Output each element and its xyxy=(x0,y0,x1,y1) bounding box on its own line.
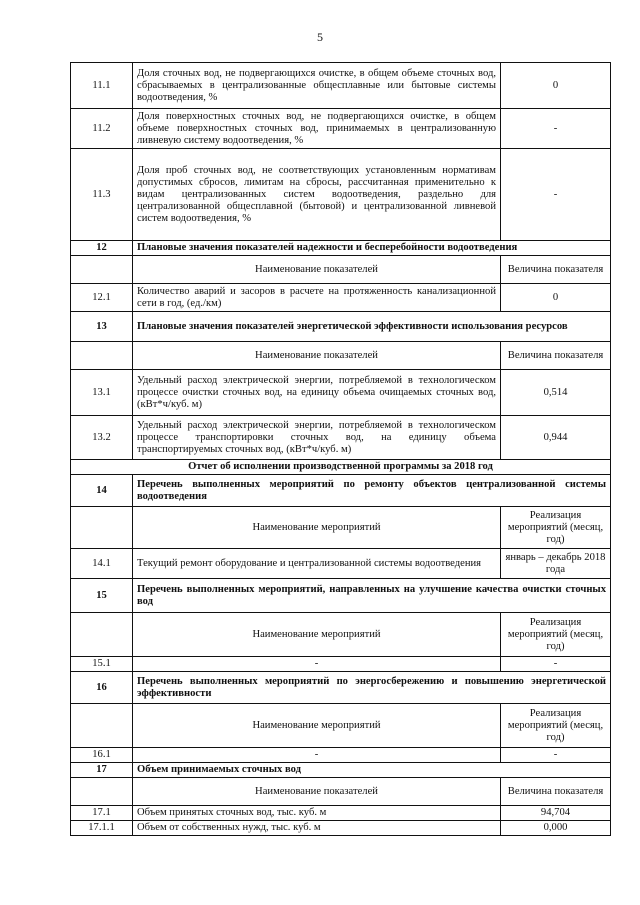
section-header-row xyxy=(71,579,611,613)
column-header-value: Величина показателя xyxy=(501,778,611,806)
section-number: 14 xyxy=(71,475,133,507)
table-row xyxy=(71,821,611,836)
row-value: 94,704 xyxy=(501,806,611,821)
row-number: 13.2 xyxy=(71,416,133,460)
report-title: Отчет об исполнении производственной программы за 2018 год xyxy=(71,460,611,475)
row-value: - xyxy=(501,748,611,763)
row-text: - xyxy=(133,657,501,672)
row-number: 11.2 xyxy=(71,109,133,149)
column-header-value: Реализация мероприятий (месяц, год) xyxy=(501,613,611,657)
table-row xyxy=(71,109,611,149)
row-value: 0 xyxy=(501,63,611,109)
row-value: 0,944 xyxy=(501,416,611,460)
table-row xyxy=(71,806,611,821)
row-text: Количество аварий и засоров в расчете на протяженность канализационной сети в год, (ед./км) xyxy=(133,284,501,312)
column-header-name: Наименование мероприятий xyxy=(133,507,501,549)
row-number: 16.1 xyxy=(71,748,133,763)
report-title-row xyxy=(71,460,611,475)
section-number: 12 xyxy=(71,241,133,256)
section-number: 17 xyxy=(71,763,133,778)
row-number: 13.1 xyxy=(71,370,133,416)
row-number: 17.1.1 xyxy=(71,821,133,836)
row-text: Удельный расход электрической энергии, потребляемой в технологическом процессе транспортировки сточных вод, на единицу объема транспортируемых сточных вод, (кВт*ч/куб. м) xyxy=(133,416,501,460)
row-number: 11.1 xyxy=(71,63,133,109)
column-header-name: Наименование показателей xyxy=(133,342,501,370)
row-text: Удельный расход электрической энергии, потребляемой в технологическом процессе очистки сточных вод, на единицу объема очищаемых сточных вод, (кВт*ч/куб. м) xyxy=(133,370,501,416)
row-number: 14.1 xyxy=(71,549,133,579)
column-header-value: Величина показателя xyxy=(501,342,611,370)
column-header-row xyxy=(71,778,611,806)
row-number: 11.3 xyxy=(71,149,133,241)
section-number: 13 xyxy=(71,312,133,342)
section-header-row xyxy=(71,475,611,507)
table-row xyxy=(71,370,611,416)
section-header-row xyxy=(71,672,611,704)
section-title: Плановые значения показателей энергетической эффективности использования ресурсов xyxy=(133,312,611,342)
row-text: - xyxy=(133,748,501,763)
column-header-value: Реализация мероприятий (месяц, год) xyxy=(501,704,611,748)
row-number: 15.1 xyxy=(71,657,133,672)
row-text: Доля сточных вод, не подвергающихся очистке, в общем объеме сточных вод, сбрасываемых в централизованные общесплавные или бытовые системы водоотведения, % xyxy=(133,63,501,109)
row-number: 17.1 xyxy=(71,806,133,821)
column-header-name: Наименование мероприятий xyxy=(133,704,501,748)
row-text: Объем от собственных нужд, тыс. куб. м xyxy=(133,821,501,836)
column-header-name: Наименование мероприятий xyxy=(133,613,501,657)
column-header-value: Величина показателя xyxy=(501,256,611,284)
column-header-row xyxy=(71,613,611,657)
section-number: 15 xyxy=(71,579,133,613)
column-header-row xyxy=(71,507,611,549)
section-title: Плановые значения показателей надежности и бесперебойности водоотведения xyxy=(133,241,611,256)
column-header-row xyxy=(71,704,611,748)
section-title: Перечень выполненных мероприятий, направленных на улучшение качества очистки сточных вод xyxy=(133,579,611,613)
row-text: Объем принятых сточных вод, тыс. куб. м xyxy=(133,806,501,821)
table-row xyxy=(71,657,611,672)
page-number: 5 xyxy=(317,30,323,44)
row-value: январь – декабрь 2018 года xyxy=(501,549,611,579)
section-title: Перечень выполненных мероприятий по ремонту объектов централизованной системы водоотведения xyxy=(133,475,611,507)
column-header-row xyxy=(71,342,611,370)
column-header-name: Наименование показателей xyxy=(133,778,501,806)
section-header-row xyxy=(71,763,611,778)
row-text: Текущий ремонт оборудование и централизованной системы водоотведения xyxy=(133,549,501,579)
indicators-table xyxy=(70,62,611,836)
row-number: 12.1 xyxy=(71,284,133,312)
row-value: - xyxy=(501,149,611,241)
column-header-value: Реализация мероприятий (месяц, год) xyxy=(501,507,611,549)
row-value: 0,514 xyxy=(501,370,611,416)
column-header-name: Наименование показателей xyxy=(133,256,501,284)
row-text: Доля поверхностных сточных вод, не подвергающихся очистке, в общем объеме поверхностных сточных вод, принимаемых в централизованную ливневую систему водоотведения, % xyxy=(133,109,501,149)
section-title: Объем принимаемых сточных вод xyxy=(133,763,611,778)
row-value: 0,000 xyxy=(501,821,611,836)
section-number: 16 xyxy=(71,672,133,704)
table-row xyxy=(71,416,611,460)
section-header-row xyxy=(71,312,611,342)
table-row xyxy=(71,549,611,579)
row-value: 0 xyxy=(501,284,611,312)
table-row xyxy=(71,284,611,312)
table-row xyxy=(71,149,611,241)
table-row xyxy=(71,63,611,109)
row-text: Доля проб сточных вод, не соответствующих установленным нормативам допустимых сбросов, лимитам на сбросы, рассчитанная применительно к видам централизованных систем водоотведения, раздельно для централизованной общесплавной (бытовой) и централизованной ливневой систем водоотведения, % xyxy=(133,149,501,241)
table-row xyxy=(71,748,611,763)
row-value: - xyxy=(501,109,611,149)
column-header-row xyxy=(71,256,611,284)
section-title: Перечень выполненных мероприятий по энергосбережению и повышению энергетической эффективности xyxy=(133,672,611,704)
section-header-row xyxy=(71,241,611,256)
row-value: - xyxy=(501,657,611,672)
